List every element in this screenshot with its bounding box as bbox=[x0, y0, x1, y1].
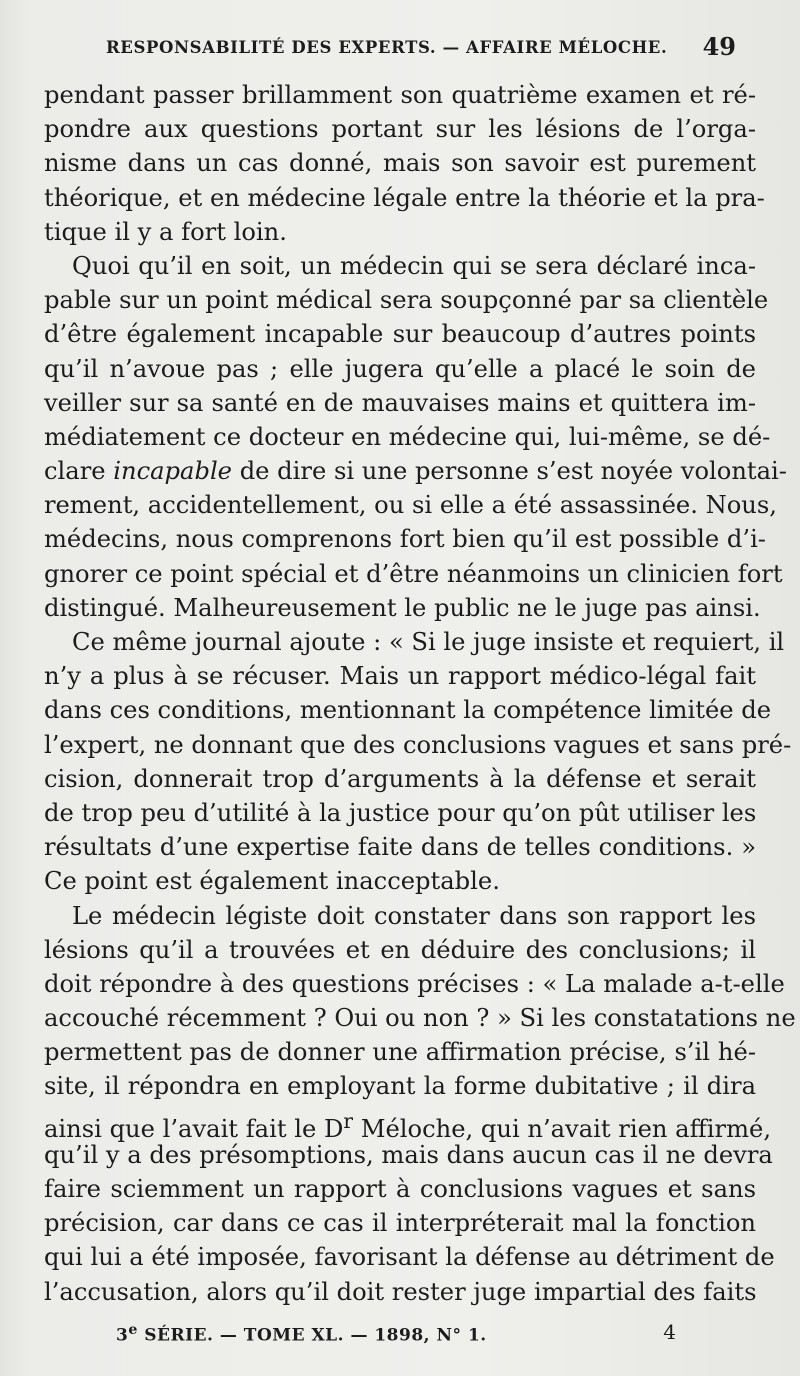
text-line: médecins, nous comprenons fort bien qu’il est possible d’i- bbox=[44, 525, 766, 554]
text-line: site, il répondra en employant la forme dubitative ; il dira bbox=[44, 1072, 756, 1101]
series-info bbox=[116, 1322, 487, 1346]
text-line: cision, donnerait trop d’arguments à la défense et serait bbox=[44, 764, 756, 793]
text-line: l’expert, ne donnant que des conclusions vagues et sans pré- bbox=[44, 730, 792, 759]
text-line: doit répondre à des questions précises : « La malade a-t-elle bbox=[44, 969, 785, 998]
text-line: qui lui a été imposée, favorisant la défense au détriment de bbox=[44, 1243, 775, 1272]
running-header bbox=[106, 32, 736, 64]
text-line: d’être également incapable sur beaucoup d’autres points bbox=[44, 320, 756, 349]
text-line: tique il y a fort loin. bbox=[44, 217, 287, 246]
text-line: qu’il y a des présomptions, mais dans aucun cas il ne devra bbox=[44, 1140, 773, 1169]
text-line: Quoi qu’il en soit, un médecin qui se sera déclaré inca- bbox=[72, 251, 756, 280]
text-line: Le médecin légiste doit constater dans son rapport les bbox=[72, 901, 756, 930]
text-line: précision, car dans ce cas il interpréterait mal la fonction bbox=[44, 1209, 756, 1238]
text-line: l’accusation, alors qu’il doit rester juge impartial des faits bbox=[44, 1277, 757, 1306]
text-line: permettent pas de donner une affirmation précise, s’il hé- bbox=[44, 1038, 756, 1067]
text-line: rement, accidentellement, ou si elle a été assassinée. Nous, bbox=[44, 491, 777, 520]
page-footer bbox=[116, 1322, 676, 1350]
text-line: n’y a plus à se récuser. Mais un rapport médico-légal fait bbox=[44, 662, 756, 691]
text-fragment: de dire si une personne s’est noyée volontai- bbox=[232, 457, 787, 486]
text-line: accouché récemment ? Oui ou non ? » Si les constatations ne bbox=[44, 1004, 796, 1033]
text-line: théorique, et en médecine légale entre la théorie et la pra- bbox=[44, 183, 765, 212]
superscript: r bbox=[343, 1108, 353, 1133]
text-line: qu’il n’avoue pas ; elle jugera qu’elle a placé le soin de bbox=[44, 354, 756, 383]
text-fragment: 3 bbox=[116, 1325, 129, 1346]
text-line: Ce point est également inacceptable. bbox=[44, 867, 500, 896]
text-fragment: SÉRIE. — TOME XL. — 1898, N° 1. bbox=[137, 1325, 487, 1346]
text-fragment: clare bbox=[44, 457, 114, 486]
text-line bbox=[44, 1104, 772, 1143]
text-line: distingué. Malheureusement le public ne le juge pas ainsi. bbox=[44, 593, 761, 622]
text-line: veiller sur sa santé en de mauvaises mains et quittera im- bbox=[44, 388, 756, 417]
text-line bbox=[44, 454, 787, 488]
page-body bbox=[44, 78, 796, 1309]
text-line: pondre aux questions portant sur les lésions de l’orga- bbox=[44, 115, 756, 144]
text-line: nisme dans un cas donné, mais son savoir est purement bbox=[44, 149, 756, 178]
text-line: de trop peu d’utilité à la justice pour qu’on pût utiliser les bbox=[44, 798, 757, 827]
superscript: e bbox=[128, 1322, 138, 1338]
text-line: dans ces conditions, mentionnant la compétence limitée de bbox=[44, 696, 772, 725]
text-line: Ce même journal ajoute : « Si le juge insiste et requiert, il bbox=[72, 628, 785, 656]
running-title: RESPONSABILITÉ DES EXPERTS. — AFFAIRE MÉLOCHE. bbox=[106, 38, 668, 57]
text-line: résultats d’une expertise faite dans de telles conditions. » bbox=[44, 833, 756, 862]
text-fragment: Méloche, qui n’avait rien affirmé, bbox=[353, 1114, 772, 1143]
text-line: gnorer ce point spécial et d’être néanmoins un clinicien fort bbox=[44, 559, 783, 588]
text-line: lésions qu’il a trouvées et en déduire des conclusions; il bbox=[44, 935, 756, 964]
text-fragment: ainsi que l’avait fait le D bbox=[44, 1114, 344, 1143]
text-line: pendant passer brillamment son quatrième examen et ré- bbox=[44, 81, 756, 109]
signature-mark: 4 bbox=[663, 1320, 676, 1344]
page-number: 49 bbox=[702, 32, 736, 61]
italic-word: incapable bbox=[113, 457, 232, 486]
text-line: pable sur un point médical sera soupçonné par sa clientèle bbox=[44, 286, 769, 315]
text-line: faire sciemment un rapport à conclusions vagues et sans bbox=[44, 1175, 756, 1203]
text-line: médiatement ce docteur en médecine qui, lui-même, se dé- bbox=[44, 422, 771, 451]
